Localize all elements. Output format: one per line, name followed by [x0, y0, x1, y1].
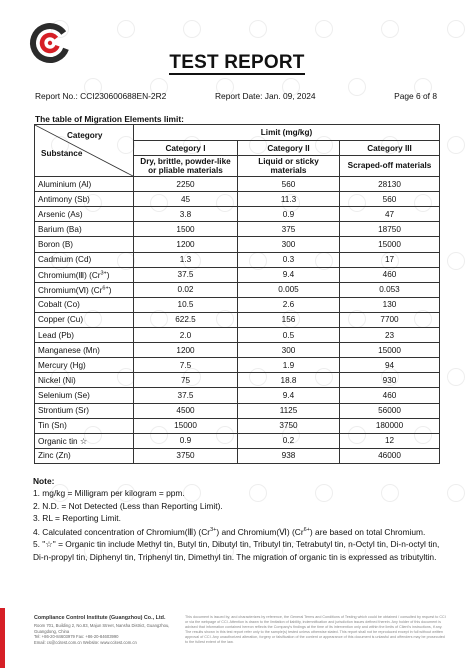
table-row [35, 358, 440, 373]
limit-cell-category-3: 56000 [340, 403, 440, 418]
limit-cell-category-3: 28130 [340, 177, 440, 192]
limit-cell-category-2: 300 [238, 343, 340, 358]
table-row [35, 403, 440, 418]
footer-web: Email: cs@ccitest.com.cn Website: www.ccitest.com.cn [34, 639, 137, 645]
substance-cell: Antimony (Sb) [35, 192, 134, 207]
substance-cell: Chromium(Ⅲ) $(Cr^{3+})$ [35, 267, 134, 282]
limit-cell-category-1: 37.5 [134, 388, 238, 403]
category-2-header: Category II [238, 141, 340, 156]
limit-cell-category-1: 2.0 [134, 328, 238, 343]
limit-cell-category-2: 156 [238, 312, 340, 327]
footer-accent-bar [0, 608, 5, 668]
substance-cell: Arsenic (As) [35, 207, 134, 222]
limit-cell-category-1: 10.5 [134, 297, 238, 312]
migration-limits-table [34, 124, 440, 464]
table-row [35, 433, 440, 448]
limit-cell-category-1: 37.5 [134, 267, 238, 282]
limit-cell-category-3: 12 [340, 433, 440, 448]
substance-cell: Zinc (Zn) [35, 448, 134, 463]
watermark-mark [447, 484, 465, 502]
substance-cell: Manganese (Mn) [35, 343, 134, 358]
corner-substance-label: Substance [41, 149, 83, 158]
limit-cell-category-3: 47 [340, 207, 440, 222]
limit-cell-category-1: 1200 [134, 343, 238, 358]
page-footer [0, 608, 474, 668]
page-number: Page 6 of 8 [394, 91, 437, 101]
table-row [35, 343, 440, 358]
category-3-description: Scraped-off materials [340, 156, 440, 177]
table-row [35, 328, 440, 343]
limit-cell-category-3: 46000 [340, 448, 440, 463]
limit-cell-category-1: 622.5 [134, 312, 238, 327]
watermark-mark [249, 20, 267, 38]
table-row [35, 297, 440, 312]
table-row [35, 418, 440, 433]
limit-cell-category-3: 18750 [340, 222, 440, 237]
table-row [35, 252, 440, 267]
category-1-description: Dry, brittle, powder-like or pliable materials [134, 156, 238, 177]
note-2: 2. N.D. = Not Detected (Less than Reporting Limit). [33, 500, 223, 511]
table-corner-cell [35, 125, 134, 177]
limit-cell-category-2: 1.9 [238, 358, 340, 373]
category-1-header: Category I [134, 141, 238, 156]
table-row [35, 192, 440, 207]
limit-cell-category-1: 75 [134, 373, 238, 388]
substance-cell: Boron (B) [35, 237, 134, 252]
watermark-mark [447, 252, 465, 270]
limit-cell-category-1: 15000 [134, 418, 238, 433]
substance-cell: Mercury (Hg) [35, 358, 134, 373]
notes-section [33, 475, 443, 563]
limit-cell-category-3: 180000 [340, 418, 440, 433]
watermark-mark [315, 20, 333, 38]
watermark-mark [447, 368, 465, 386]
substance-cell: Aluminium (Al) [35, 177, 134, 192]
substance-cell: Strontium (Sr) [35, 403, 134, 418]
corner-category-label: Category [67, 131, 103, 140]
limit-cell-category-1: 1200 [134, 237, 238, 252]
limit-cell-category-3: 7700 [340, 312, 440, 327]
table-row [35, 237, 440, 252]
watermark-mark [117, 20, 135, 38]
limit-header: Limit (mg/kg) [134, 125, 440, 141]
limit-cell-category-1: 0.02 [134, 282, 238, 297]
limit-cell-category-2: 560 [238, 177, 340, 192]
limit-cell-category-2: 9.4 [238, 267, 340, 282]
limit-cell-category-1: 3750 [134, 448, 238, 463]
watermark-mark [348, 78, 366, 96]
table-row [35, 373, 440, 388]
limit-cell-category-1: 3.8 [134, 207, 238, 222]
table-row [35, 388, 440, 403]
footer-contact: Tel: +86-20-84603979 Fax: +86-20-84603990 [34, 634, 119, 640]
footer-address-block [34, 623, 184, 645]
table-row [35, 282, 440, 297]
category-2-description: Liquid or sticky materials [238, 156, 340, 177]
table-row [35, 267, 440, 282]
limit-cell-category-3: 0.053 [340, 282, 440, 297]
limit-cell-category-2: 0.3 [238, 252, 340, 267]
limit-cell-category-2: 0.2 [238, 433, 340, 448]
limit-cell-category-3: 17 [340, 252, 440, 267]
table-row [35, 448, 440, 463]
substance-cell: Cadmium (Cd) [35, 252, 134, 267]
note-3: 3. RL = Reporting Limit. [33, 512, 121, 523]
limit-cell-category-2: 0.5 [238, 328, 340, 343]
limit-cell-category-1: 0.9 [134, 433, 238, 448]
substance-cell: Organic tin ☆ [35, 433, 134, 448]
note-5: 5. "☆" = Organic tin include Methyl tin, Butyl tin, Dibutyl tin, Tributyl tin, Tetrabutyl tin, n-Octyl tin, Di-n-octyl tin, Di-n-propyl tin, Diphenyl tin, Triphenyl tin, Dimethyl tin. The migration of organic tin is expressed as tributyltin. [33, 539, 440, 562]
category-3-header: Category III [340, 141, 440, 156]
limit-cell-category-1: 1500 [134, 222, 238, 237]
substance-cell: Nickel (Ni) [35, 373, 134, 388]
limit-cell-category-1: 1.3 [134, 252, 238, 267]
watermark-mark [447, 136, 465, 154]
substance-cell: Selenium (Se) [35, 388, 134, 403]
limit-cell-category-2: 3750 [238, 418, 340, 433]
limit-cell-category-3: 930 [340, 373, 440, 388]
limit-cell-category-2: 2.6 [238, 297, 340, 312]
report-number: Report No.: CCI230600688EN-2R2 [35, 91, 167, 101]
limit-cell-category-1: 4500 [134, 403, 238, 418]
limit-cell-category-1: 45 [134, 192, 238, 207]
limit-cell-category-2: 300 [238, 237, 340, 252]
limit-cell-category-2: 0.005 [238, 282, 340, 297]
limit-cell-category-2: 0.9 [238, 207, 340, 222]
limit-cell-category-3: 23 [340, 328, 440, 343]
footer-company-name: Compliance Control Institute (Guangzhou) Co., Ltd. [34, 615, 166, 621]
table-row [35, 207, 440, 222]
substance-cell: Cobalt (Co) [35, 297, 134, 312]
note-4: 4. Calculated concentration of Chromium(Ⅲ) $(Cr^{3+})$ and Chromium(Ⅵ) $(Cr^{6+})$ are based on total Chromium. [33, 526, 426, 537]
limit-cell-category-2: 375 [238, 222, 340, 237]
table-caption: The table of Migration Elements limit: [35, 114, 184, 124]
table-row [35, 222, 440, 237]
limit-cell-category-3: 94 [340, 358, 440, 373]
limit-cell-category-1: 2250 [134, 177, 238, 192]
limit-cell-category-2: 938 [238, 448, 340, 463]
watermark-mark [381, 20, 399, 38]
limit-cell-category-1: 7.5 [134, 358, 238, 373]
substance-cell: Chromium(Ⅵ) $(Cr^{6+})$ [35, 282, 134, 297]
footer-address: Room 701, Building 2, No.83, Majun Street, Nansha District, Guangzhou, Guangdong, China [34, 623, 170, 634]
substance-cell: Barium (Ba) [35, 222, 134, 237]
watermark-mark [183, 20, 201, 38]
limit-cell-category-2: 1125 [238, 403, 340, 418]
report-date: Report Date: Jan. 09, 2024 [215, 91, 316, 101]
table-row [35, 312, 440, 327]
page-title: TEST REPORT [169, 52, 305, 73]
limit-cell-category-3: 15000 [340, 343, 440, 358]
limit-cell-category-2: 11.3 [238, 192, 340, 207]
substance-cell: Copper (Cu) [35, 312, 134, 327]
watermark-mark [447, 20, 465, 38]
note-1: 1. mg/kg = Milligram per kilogram = ppm. [33, 488, 185, 499]
substance-cell: Tin (Sn) [35, 418, 134, 433]
limit-cell-category-3: 460 [340, 388, 440, 403]
limit-cell-category-3: 15000 [340, 237, 440, 252]
limit-cell-category-2: 9.4 [238, 388, 340, 403]
substance-cell: Lead (Pb) [35, 328, 134, 343]
notes-heading: Note: [33, 476, 55, 486]
table-row [35, 177, 440, 192]
limit-cell-category-3: 560 [340, 192, 440, 207]
footer-disclaimer: This document is issued by, and characterizes by reference, the General Terms and Conditions of Testing which could be obtained / consulted by request to CCI or via the webpage of CCI. Attention is drawn to the limitation of liability, indemnification and jurisdiction issues defined therein. Any holder of this document is advised that information contained hereon reflects the Company's findings at the time of its intervention only and within the limits of Client's instructions, if any. The results shown in this test report refer only to the sample(s) tested unless otherwise stated. This report shall not be reproduced except in full without written approval of CCI. Any unauthorized alteration, forgery or falsification of the content or appearance of this document is unlawful and offenders may be prosecuted to the fullest extent of the law. [185, 615, 446, 645]
limit-cell-category-2: 18.8 [238, 373, 340, 388]
limit-cell-category-3: 460 [340, 267, 440, 282]
limit-cell-category-3: 130 [340, 297, 440, 312]
